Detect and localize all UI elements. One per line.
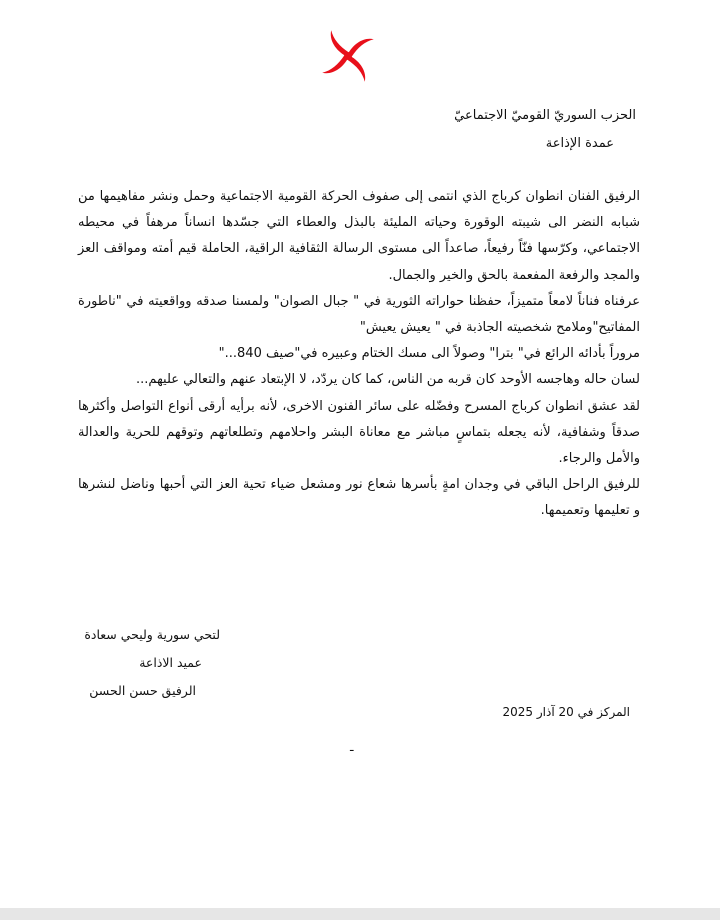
salute-line: لتحي سورية وليحي سعادة xyxy=(84,627,220,642)
paragraph: الرفيق الفنان انطوان كرباج الذي انتمى إلى صفوف الحركة القومية الاجتماعية وحمل ونشر مفاهيمها من شبابه النضر الى شيبته الوقورة وحياته المليئة بالبذل والعطاء التي جسّدها انساناً مرهفاً في محيطه الاجتماعي، وكرّسها فنّاً رفيعاً، صاعداً الى مستوى الرسالة الثقافية الراقية، الحاملة قيم أمته ومواقف العز والمجد والرفعة المفعمة بالحق والخير والجمال. xyxy=(78,189,640,283)
stray-mark: ـ xyxy=(350,740,354,754)
letter-body xyxy=(78,184,640,525)
bottom-edge xyxy=(0,908,720,920)
signer-name: الرفيق حسن الحسن xyxy=(89,683,196,698)
paragraph: لسان حاله وهاجسه الأوحد كان قربه من الناس، كما كان يردّد، لا الإبتعاد عنهم والتعالي عليهم... xyxy=(136,372,640,388)
paragraph: عرفناه فناناً لامعاً متميزاً، حفظنا حواراته الثورية في " جبال الصوان" ولمسنا صدقه وواقعيته في "ناطورة المفاتيح"وملامح شخصيته الجاذبة في " يعيش يعيش" xyxy=(78,293,640,336)
signoff-block xyxy=(84,621,220,705)
paragraph: للرفيق الراحل الباقي في وجدان امةٍ بأسرها شعاع نور ومشعل ضياء تحية العز التي أحبها وناضل لنشرها و تعليمها وتعميمها. xyxy=(78,477,640,519)
paragraph: لقد عشق انطوان كرباج المسرح وفضّله على سائر الفنون الاخرى، لأنه برأيه أرقى أنواع التواصل وأكثرها صدقاً وشفافية، لأنه يجعله بتماسٍ مباشر مع معاناة البشر واحلامهم وتطلعاتهم وتوقهم للحرية والعدالة والأمل والرجاء. xyxy=(78,398,640,467)
zawbaa-whirlwind-icon xyxy=(320,28,376,84)
place-date: المركز في 20 آذار 2025 xyxy=(502,705,630,719)
letter-header xyxy=(454,102,636,158)
party-name: الحزب السوريّ القوميّ الاجتماعيّ xyxy=(454,108,636,123)
paragraph: مروراً بأدائه الرائع في" بترا" وصولاً الى مسك الختام وعبيره في"صيف 840..." xyxy=(218,346,640,362)
office-name: عمدة الإذاعة xyxy=(545,136,614,151)
signer-title: عميد الاذاعة xyxy=(139,655,202,670)
